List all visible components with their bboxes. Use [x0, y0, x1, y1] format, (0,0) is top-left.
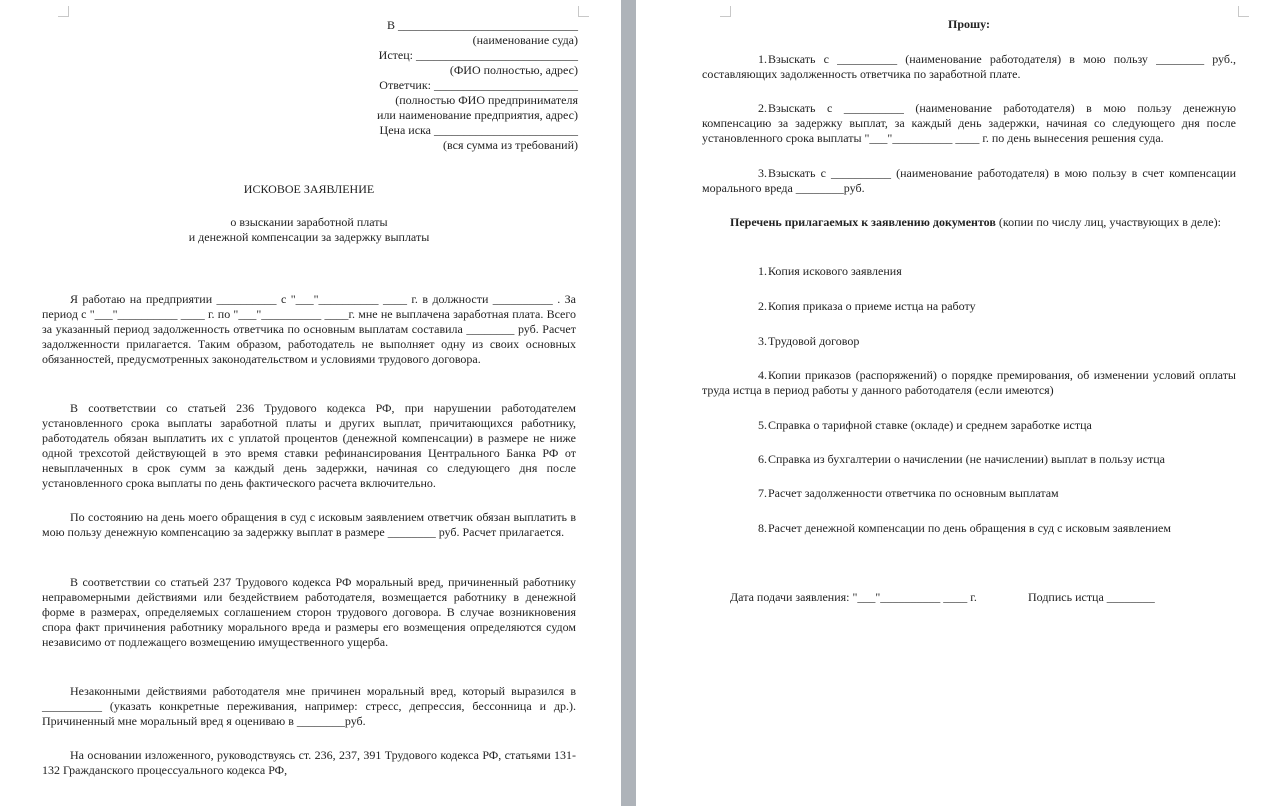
paragraph-6: На основании изложенного, руководствуясь ст. 236, 237, 391 Трудового кодекса РФ, статьями 131-132 Гражданского процессуального кодекса РФ,	[42, 748, 576, 777]
paragraph-4: В соответствии со статьей 237 Трудового кодекса РФ моральный вред, причиненный работнику неправомерными действиями или бездействием работодателя, возмещается работнику в денежной форме в размерах, определяемых соглашением сторон трудового договора. В случае возникновения спора факт причинения работнику морального вреда и размеры его возмещения определяются судом независимо от подлежащего возмещению имущественного ущерба.	[42, 575, 576, 649]
document-title: ИСКОВОЕ ЗАЯВЛЕНИЕ	[243, 182, 375, 196]
attachment-number: 2.	[758, 299, 767, 313]
attachment-text: Копия приказа о приеме истца на работу	[768, 299, 976, 313]
attachment-text: Расчет денежной компенсации по день обращения в суд с исковым заявлением	[768, 521, 1171, 535]
paragraph-1: Я работаю на предприятии __________ с "___"__________ ____ г. в должности __________ . За период с "___"__________ ____ г. по "___"__________ ____г. мне не выплачена заработная плата. Всего за указанный период задолженность ответчика по основным выплатам составила ________ руб. Расчет задолженности прилагается. Таким образом, работодатель не выполняет одну из своих основных обязанностей, предусмотренных законодательством и условиями трудового договора.	[42, 292, 576, 366]
request-text: Взыскать с __________ (наименование работодателя) в мою пользу в счет компенсации морального вреда ________руб.	[702, 166, 1236, 195]
attachment-number: 1.	[758, 264, 767, 278]
plaintiff-signature: Подпись истца ________	[1028, 590, 1155, 604]
attachment-item	[702, 486, 1236, 501]
attachment-number: 7.	[758, 486, 767, 500]
paragraph-3: По состоянию на день моего обращения в суд с исковым заявлением ответчик обязан выплатить в мою пользу денежную компенсацию за задержку выплат в размере ________ руб. Расчет прилагается.	[42, 510, 576, 539]
request-heading: Прошу:	[948, 17, 990, 31]
attachment-text: Расчет задолженности ответчика по основным выплатам	[768, 486, 1059, 500]
price-hint: (вся сумма из требований)	[443, 138, 578, 152]
attachment-number: 5.	[758, 418, 767, 432]
document-page-left	[0, 0, 621, 806]
attachment-number: 6.	[758, 452, 767, 466]
attachments-heading-bold: Перечень прилагаемых к заявлению документов	[730, 215, 996, 229]
request-text: Взыскать с __________ (наименование работодателя) в мою пользу ________ руб., составляющих задолженность ответчика по заработной плате.	[702, 52, 1236, 81]
defendant-line: Ответчик: ________________________	[379, 78, 578, 92]
page-corner-mark	[1238, 6, 1249, 17]
page-corner-mark	[58, 6, 69, 17]
attachment-item	[702, 418, 1236, 433]
paragraph-2: В соответствии со статьей 236 Трудового кодекса РФ, при нарушении работодателем установленного срока выплаты заработной платы и других выплат, причитающихся работнику, работодатель обязан выплатить их с уплатой процентов (денежной компенсации) в размере не ниже одной трехсотой действующей в это время ставки рефинансирования Центрального Банка РФ от невыплаченных в срок сумм за каждый день задержки, начиная со следующего дня после установленного срока выплаты по день фактического расчета включительно.	[42, 401, 576, 490]
attachment-text: Справка о тарифной ставке (окладе) и среднем заработке истца	[768, 418, 1092, 432]
court-line: В ______________________________	[386, 18, 578, 32]
attachment-text: Справка из бухгалтерии о начислении (не начислении) выплат в пользу истца	[768, 452, 1165, 466]
attachment-item	[702, 264, 1236, 279]
request-number: 1.	[758, 52, 767, 66]
attachment-item	[702, 368, 1236, 398]
request-number: 3.	[758, 166, 767, 180]
plaintiff-line: Истец: ___________________________	[378, 48, 578, 62]
attachment-number: 4.	[758, 368, 767, 382]
attachment-text: Трудовой договор	[768, 334, 860, 348]
subtitle-line-1: о взыскании заработной платы	[230, 215, 388, 229]
request-text: Взыскать с __________ (наименование работодателя) в мою пользу денежную компенсацию за задержку выплат, за каждый день задержки, начиная со следующего дня после установленного срока выплаты "___"__________ ____ г. по день вынесения решения суда.	[702, 101, 1236, 145]
request-item	[702, 52, 1236, 82]
request-item	[702, 166, 1236, 196]
page-corner-mark	[578, 6, 589, 17]
document-subtitle	[42, 215, 576, 245]
subtitle-line-2: и денежной компенсации за задержку выплаты	[188, 230, 430, 244]
attachment-item	[702, 521, 1236, 536]
price-line: Цена иска ________________________	[379, 123, 578, 137]
attachment-text: Копии приказов (распоряжений) о порядке премирования, об изменении условий оплаты труда истца в период работы у данного работодателя (если имеются)	[702, 368, 1236, 397]
attachment-text: Копия искового заявления	[768, 264, 902, 278]
plaintiff-hint: (ФИО полностью, адрес)	[449, 63, 578, 77]
attachment-number: 3.	[758, 334, 767, 348]
attachment-item	[702, 452, 1236, 467]
attachment-item	[702, 334, 1236, 349]
attachments-heading-rest: (копии по числу лиц, участвующих в деле):	[995, 215, 1221, 229]
attachment-item	[702, 299, 1236, 314]
court-block	[258, 18, 578, 153]
document-page-right	[636, 0, 1266, 806]
paragraph-5: Незаконными действиями работодателя мне причинен моральный вред, который выразился в __________ (указать конкретные переживания, например: стресс, депрессия, бессонница и др.). Причиненный мне моральный вред я оцениваю в ________руб.	[42, 684, 576, 728]
request-number: 2.	[758, 101, 767, 115]
defendant-hint-1: (полностью ФИО предпринимателя	[395, 93, 578, 107]
request-item	[702, 101, 1236, 146]
page-corner-mark	[720, 6, 731, 17]
attachment-number: 8.	[758, 521, 767, 535]
defendant-hint-2: или наименование предприятия, адрес)	[377, 108, 578, 122]
attachments-heading	[702, 215, 1236, 230]
court-hint: (наименование суда)	[472, 33, 578, 47]
filing-date: Дата подачи заявления: "___"__________ ____ г.	[730, 590, 977, 604]
